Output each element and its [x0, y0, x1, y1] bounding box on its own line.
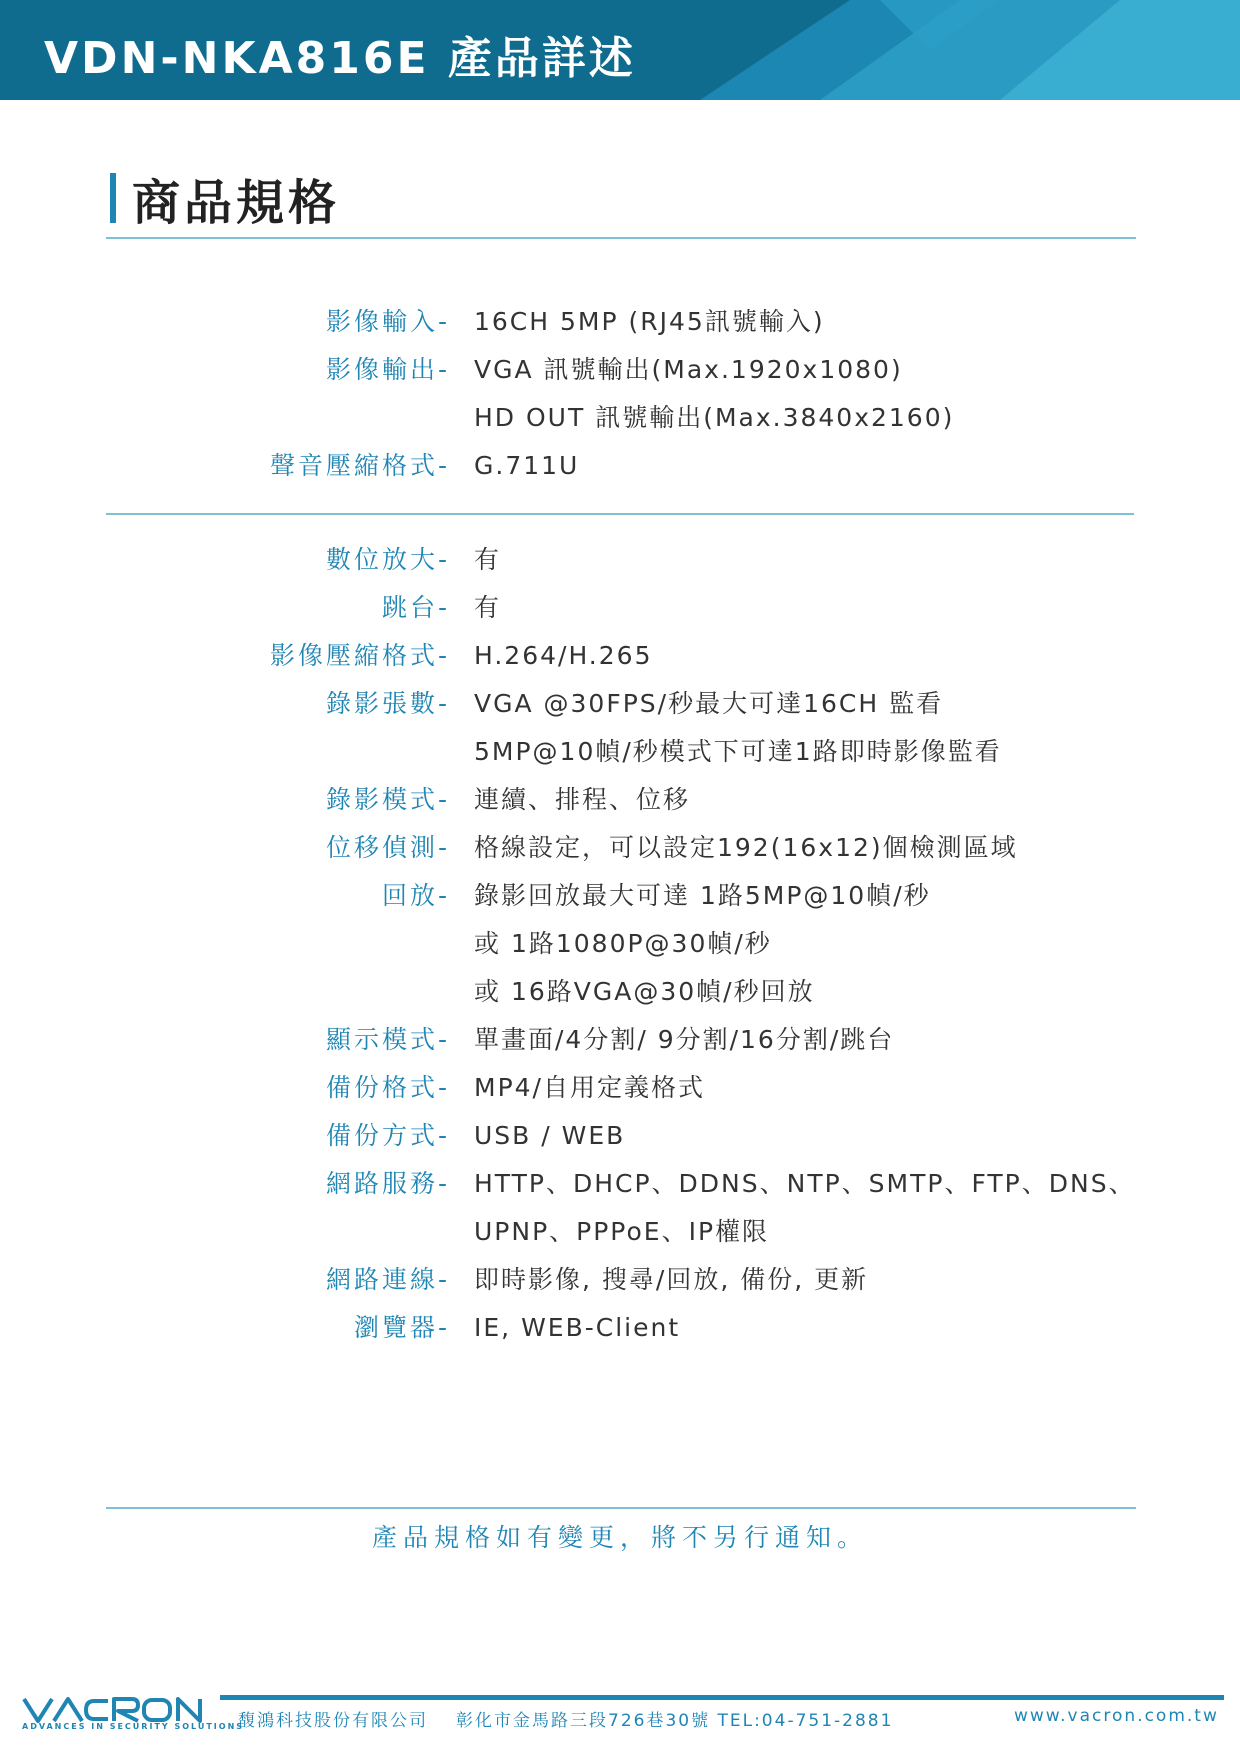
spec-label: 顯示模式-	[325, 1025, 450, 1054]
spec-row	[0, 872, 1240, 920]
footer-company: 馥鴻科技股份有限公司	[238, 1711, 428, 1731]
spec-label: 備份格式-	[325, 1073, 450, 1102]
spec-label: 聲音壓縮格式-	[269, 451, 450, 480]
spec-row	[0, 728, 1240, 776]
spec-change-notice: 產品規格如有變更，將不另行通知。	[371, 1523, 868, 1552]
spec-label: 錄影模式-	[325, 785, 450, 814]
spec-row	[0, 824, 1240, 872]
spec-label: 瀏覽器-	[353, 1313, 450, 1342]
spec-value: USB / WEB	[474, 1121, 626, 1150]
spec-value: 單畫面/4分割/ 9分割/16分割/跳台	[474, 1025, 895, 1054]
spec-row	[0, 968, 1240, 1016]
spec-row	[0, 1304, 1240, 1352]
spec-value: G.711U	[474, 451, 580, 480]
section-accent-bar	[110, 173, 116, 223]
spec-value: IE, WEB-Client	[474, 1313, 681, 1342]
spec-value: VGA @30FPS/秒最大可達16CH 監看	[474, 689, 944, 718]
vacron-logo-mark	[22, 1695, 212, 1725]
spec-value: 有	[474, 593, 502, 622]
spec-row	[0, 1160, 1240, 1208]
spec-value: 格線設定，可以設定192(16x12)個檢測區域	[474, 833, 1018, 862]
spec-label: 錄影張數-	[325, 689, 450, 718]
footer-address: 彰化市金馬路三段726巷30號 TEL:04-751-2881	[456, 1711, 894, 1731]
section-title: 商品規格	[132, 174, 341, 231]
spec-label: 回放-	[381, 881, 450, 910]
spec-row	[0, 584, 1240, 632]
spec-label: 跳台-	[381, 593, 450, 622]
spec-row	[0, 1016, 1240, 1064]
spec-value: HD OUT 訊號輸出(Max.3840x2160)	[474, 403, 955, 432]
header-title: VDN-NKA816E 產品詳述	[44, 33, 636, 84]
spec-value: VGA 訊號輸出(Max.1920x1080)	[474, 355, 903, 384]
spec-label: 位移偵測-	[325, 833, 450, 862]
spec-row	[0, 394, 1240, 442]
note-divider	[106, 1507, 1136, 1509]
section-divider	[106, 237, 1136, 239]
spec-row	[0, 920, 1240, 968]
spec-row	[0, 1064, 1240, 1112]
spec-value: MP4/自用定義格式	[474, 1073, 705, 1102]
spec-row	[0, 776, 1240, 824]
spec-label: 影像輸出-	[325, 355, 450, 384]
footer-rule	[220, 1695, 1224, 1700]
spec-row	[0, 298, 1240, 346]
spec-value: UPNP、PPPoE、IP權限	[474, 1217, 770, 1246]
spec-value: 有	[474, 545, 502, 574]
spec-value: 即時影像, 搜尋/回放, 備份, 更新	[474, 1265, 869, 1294]
spec-row	[0, 632, 1240, 680]
footer-website[interactable]: www.vacron.com.tw	[1014, 1706, 1219, 1726]
spec-value: 或 16路VGA@30幀/秒回放	[474, 977, 815, 1006]
spec-label: 備份方式-	[325, 1121, 450, 1150]
spec-row	[0, 680, 1240, 728]
spec-value: H.264/H.265	[474, 641, 653, 670]
spec-row	[0, 536, 1240, 584]
spec-row	[0, 1256, 1240, 1304]
header-banner	[0, 0, 1240, 100]
spec-label: 影像輸入-	[325, 307, 450, 336]
section-heading	[110, 172, 341, 231]
spec-label: 網路連線-	[325, 1265, 450, 1294]
spec-value: 5MP@10幀/秒模式下可達1路即時影像監看	[474, 737, 1002, 766]
spec-row	[0, 346, 1240, 394]
spec-value: HTTP、DHCP、DDNS、NTP、SMTP、FTP、DNS、	[474, 1169, 1136, 1198]
spec-row	[0, 442, 1240, 490]
spec-value: 或 1路1080P@30幀/秒	[474, 929, 772, 958]
spec-row	[0, 1112, 1240, 1160]
spec-value: 16CH 5MP (RJ45訊號輸入)	[474, 307, 825, 336]
spec-value: 錄影回放最大可達 1路5MP@10幀/秒	[474, 881, 931, 910]
logo-tagline: ADVANCES IN SECURITY SOLUTIONS	[22, 1722, 245, 1731]
spec-label: 數位放大-	[325, 545, 450, 574]
spec-label: 影像壓縮格式-	[269, 641, 450, 670]
group-divider	[106, 513, 1134, 515]
spec-label: 網路服務-	[325, 1169, 450, 1198]
spec-row	[0, 1208, 1240, 1256]
spec-value: 連續、排程、位移	[474, 785, 691, 814]
